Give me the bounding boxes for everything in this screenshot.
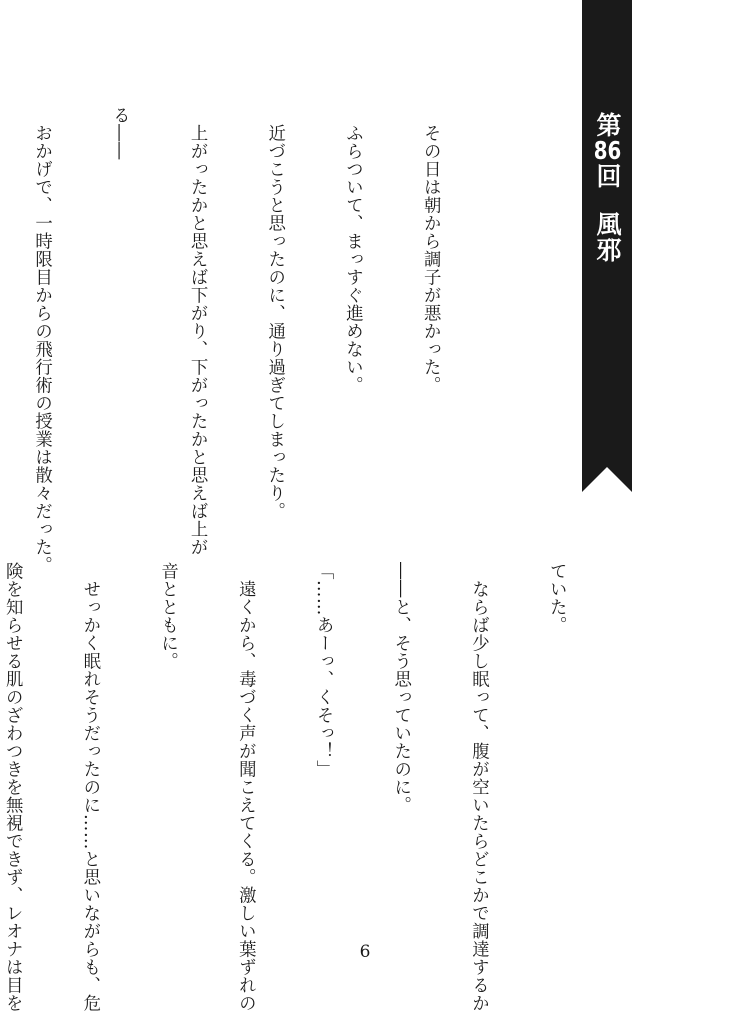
chapter-number-prefix: 第 bbox=[593, 112, 622, 138]
text-line: ――と、そう思っていたのに。 bbox=[390, 562, 411, 814]
text-line: 音とともに。 bbox=[157, 562, 178, 670]
chapter-number: 86 bbox=[593, 138, 622, 163]
text-line: 険を知らせる肌のざわつきを無視できず、レオナは目を bbox=[2, 562, 23, 1012]
text-line: 近づこうと思ったのに、通り過ぎてしまったり。 bbox=[264, 106, 285, 520]
chapter-name: 風邪 bbox=[593, 211, 622, 263]
page-number: 6 bbox=[359, 942, 371, 962]
text-line: おかげで、一時限目からの飛行術の授業は散々だった。 bbox=[31, 106, 52, 574]
text-line: ならば少し眠って、腹が空いたらどこかで調達するか bbox=[468, 562, 489, 1012]
text-line: せっかく眠れそうだったのに……と思いながらも、危 bbox=[79, 562, 100, 1012]
text-line: ふらついて、まっすぐ進めない。 bbox=[342, 106, 363, 394]
chapter-number-suffix: 回 bbox=[593, 163, 622, 189]
text-line: る―― bbox=[109, 106, 130, 160]
text-line: 上がったかと思えば下がり、下がったかと思えば上が bbox=[187, 106, 208, 556]
chapter-title bbox=[582, 112, 632, 372]
text-line: 「……あーっ、くそっ！」 bbox=[313, 562, 334, 778]
upper-text-block bbox=[0, 106, 494, 574]
text-line: ていた。 bbox=[546, 562, 567, 634]
text-line: 遠くから、毒づく声が聞こえてくる。激しい葉ずれの bbox=[235, 562, 256, 1012]
text-line: その日は朝から調子が悪かった。 bbox=[420, 106, 441, 394]
lower-text-block bbox=[0, 562, 620, 1012]
